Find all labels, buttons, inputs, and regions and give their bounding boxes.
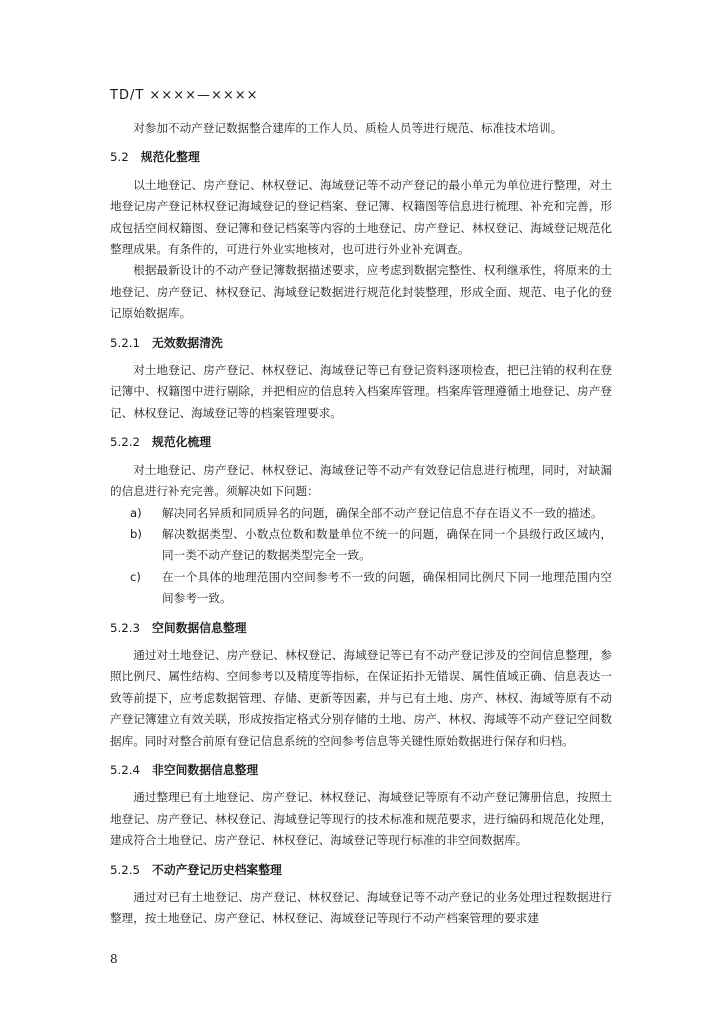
section-number: 5.2.4: [110, 762, 141, 777]
section-heading-5-2-4: [110, 760, 612, 781]
section-number: 5.2.5: [110, 862, 141, 877]
section-heading-5-2-2: [110, 432, 612, 453]
document-header: TD/T ××××—××××: [110, 88, 259, 103]
intro-paragraph: 对参加不动产登记数据整合建库的工作人员、质检人员等进行规范、标准技术培训。: [133, 121, 563, 135]
section-title: 不动产登记历史档案整理: [152, 862, 282, 877]
paragraph: 通过对已有土地登记、房产登记、林权登记、海域登记等不动产登记的业务处理过程数据进行整理，按土地登记、房产登记、林权登记、海域登记等现行不动产档案管理的要求建: [110, 890, 612, 926]
section-number: 5.2.1: [110, 335, 141, 350]
section-number: 5.2.3: [110, 620, 141, 635]
list-text: 在一个具体的地理范围内空间参考不一致的问题，确保相同比例尺下同一地理范围内空间参考一致。: [162, 569, 612, 606]
paragraph: 根据最新设计的不动产登记簿数据描述要求，应考虑到数据完整性、权利继承性，将原来的土地登记、房产登记、林权登记、海域登记数据进行规范化封装整理，形成全面、规范、电子化的登记原始数据库。: [110, 263, 612, 321]
list-marker: a): [130, 505, 142, 520]
section-heading-5-2-1: [110, 333, 612, 354]
page-number: 8: [110, 952, 118, 966]
paragraph: 通过对土地登记、房产登记、林权登记、海域登记等已有不动产登记涉及的空间信息整理，参照比例尺、属性结构、空间参考以及精度等指标，在保证拓扑无错误、属性值域正确、信息表达一致等前提下，应考虑数据管理、存储、更新等因素，并与已有土地、房产、林权、海域等原有不动产登记簿建立有效关联，形成按指定格式分别存储的土地、房产、林权、海域等不动产登记空间数据库。同时对整合前原有登记信息系统的空间参考信息等关键性原始数据进行保存和归档。: [110, 647, 612, 748]
paragraph: 对土地登记、房产登记、林权登记、海域登记等已有登记资料逐项检查，把已注销的权利在登记簿中、权籍图中进行剔除，并把相应的信息转入档案库管理。档案库管理遵循土地登记、房产登记、林权登记、海域登记等的档案管理要求。: [110, 363, 612, 420]
section-title: 非空间数据信息整理: [152, 762, 259, 777]
section-heading-5-2: [110, 147, 612, 168]
list-text: 解决数据类型、小数点位数和数量单位不统一的问题，确保在同一个县级行政区域内，同一类不动产登记的数据类型完全一致。: [162, 526, 612, 563]
section-title: 规范化梳理: [152, 435, 212, 450]
list-item: [110, 524, 612, 567]
section-number: 5.2: [110, 150, 129, 165]
section-title: 规范化整理: [140, 150, 200, 165]
paragraph: 以土地登记、房产登记、林权登记、海域登记等不动产登记的最小单元为单位进行整理，对土地登记房产登记林权登记海域登记的登记档案、登记簿、权籍图等信息进行梳理、补充和完善，形成包括空间权籍图、登记簿和登记档案等内容的土地登记、房产登记、林权登记、海域登记规范化整理成果。有条件的，可进行外业实地核对，也可进行外业补充调查。: [110, 177, 612, 257]
section-heading-5-2-5: [110, 860, 612, 881]
list-marker: c): [130, 569, 141, 584]
paragraph: 通过整理已有土地登记、房产登记、林权登记、海域登记等原有不动产登记簿册信息，按照土地登记、房产登记、林权登记、海域登记等现行的技术标准和规范要求，进行编码和规范化处理，建成符合土地登记、房产登记、林权登记、海域登记等现行标准的非空间数据库。: [110, 790, 612, 848]
section-title: 空间数据信息整理: [152, 620, 247, 635]
section-heading-5-2-3: [110, 618, 612, 639]
paragraph: 对土地登记、房产登记、林权登记、海域登记等不动产有效登记信息进行梳理，同时，对缺漏的信息进行补充完善。须解决如下问题：: [110, 462, 612, 499]
list-item: [110, 503, 612, 524]
section-number: 5.2.2: [110, 435, 141, 450]
list-marker: b): [130, 526, 142, 541]
list-text: 解决同名异质和同质异名的问题，确保全部不动产登记信息不存在语义不一致的描述。: [162, 505, 603, 520]
document-body: [110, 118, 612, 930]
section-title: 无效数据清洗: [152, 335, 223, 350]
list-item: [110, 567, 612, 610]
